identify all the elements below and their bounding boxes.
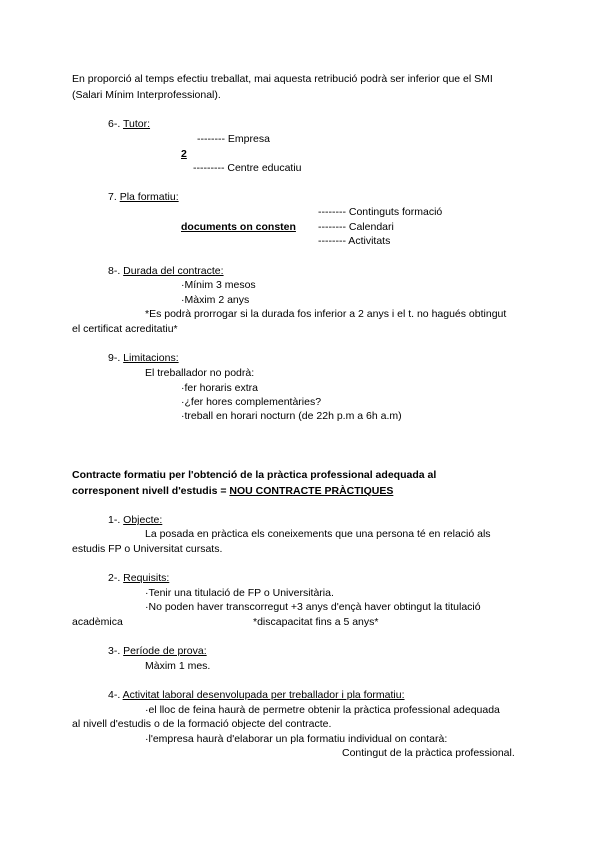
section-7-heading (108, 190, 179, 204)
part-4-heading (108, 688, 405, 702)
contract-heading-prefix: corresponent nivell d'estudis = (72, 485, 230, 497)
section-7-number: 7. (108, 191, 120, 203)
section-6-title: Tutor: (122, 118, 151, 130)
limitacions-item-2: ·¿fer hores complementàries? (181, 396, 322, 408)
part-2-number: 2-. (108, 572, 124, 584)
section-9-number: 9-. (108, 352, 124, 364)
part-4-number: 4-. (108, 689, 123, 701)
part-3-heading (108, 644, 207, 658)
tutor-count: 2 (181, 148, 187, 160)
tutor-empresa: -------- Empresa (197, 133, 270, 145)
limitacions-intro: El treballador no podrà: (145, 367, 255, 379)
pla-continguts: -------- Continguts formació (318, 206, 443, 218)
pla-calendari: -------- Calendari (318, 221, 394, 233)
section-9-heading (108, 351, 179, 365)
section-7-title: Pla formatiu: (119, 191, 179, 203)
contract-heading-name: NOU CONTRACTE PRÀCTIQUES (229, 485, 394, 497)
pla-documents: documents on consten (181, 221, 296, 233)
objecte-line-2: estudis FP o Universitat cursats. (72, 543, 223, 555)
tutor-centre: --------- Centre educatiu (193, 162, 302, 174)
limitacions-item-1: ·fer horaris extra (181, 382, 259, 394)
activitat-item-2: ·l'empresa haurà d'elaborar un pla formatiu individual on contarà: (145, 733, 448, 745)
activitat-item-1a: ·el lloc de feina haurà de permetre obtenir la pràctica professional adequada (145, 704, 500, 716)
durada-note-line-2: el certificat acreditatiu* (72, 323, 178, 335)
section-8-title: Durada del contracte: (123, 265, 224, 277)
activitat-item-1b: al nivell d'estudis o de la formació objecte del contracte. (72, 718, 332, 730)
part-3-title: Període de prova: (123, 645, 207, 657)
requisits-note: *discapacitat fins a 5 anys* (253, 616, 379, 628)
part-1-heading (108, 513, 162, 527)
limitacions-item-3: ·treball en horari nocturn (de 22h p.m a 6h a.m) (181, 410, 402, 422)
section-8-heading (108, 264, 224, 278)
contract-heading-line-2 (72, 484, 393, 498)
activitat-item-3: Contingut de la pràctica professional. (342, 747, 515, 759)
intro-line-1: En proporció al temps efectiu treballat, mai aquesta retribució podrà ser inferior que el SMI (72, 73, 493, 85)
requisits-item-2: ·No poden haver transcorregut +3 anys d'ençà haver obtingut la titulació (145, 601, 481, 613)
requisits-item-1: ·Tenir una titulació de FP o Universitària. (145, 587, 334, 599)
part-1-number: 1-. (108, 514, 124, 526)
objecte-line-1: La posada en pràctica els coneixements que una persona té en relació als (145, 528, 491, 540)
pla-activitats: -------- Activitats (318, 235, 391, 247)
part-2-title: Requisits: (123, 572, 170, 584)
prova-line-1: Màxim 1 mes. (145, 660, 211, 672)
part-2-heading (108, 571, 169, 585)
section-6-heading (108, 117, 150, 131)
contract-heading-line-1: Contracte formatiu per l'obtenció de la pràctica professional adequada al (72, 469, 437, 481)
section-6-number: 6-. (108, 118, 123, 130)
durada-minim: ·Mínim 3 mesos (181, 279, 256, 291)
part-3-number: 3-. (108, 645, 124, 657)
part-4-title: Activitat laboral desenvolupada per treballador i pla formatiu: (122, 689, 405, 701)
section-9-title: Limitacions: (123, 352, 179, 364)
section-8-number: 8-. (108, 265, 124, 277)
requisits-academica: acadèmica (72, 616, 123, 628)
part-1-title: Objecte: (123, 514, 163, 526)
durada-note-line-1: *Es podrà prorrogar si la durada fos inferior a 2 anys i el t. no hagués obtingut (145, 308, 507, 320)
intro-line-2: (Salari Mínim Interprofessional). (72, 89, 221, 101)
durada-maxim: ·Màxim 2 anys (181, 294, 250, 306)
